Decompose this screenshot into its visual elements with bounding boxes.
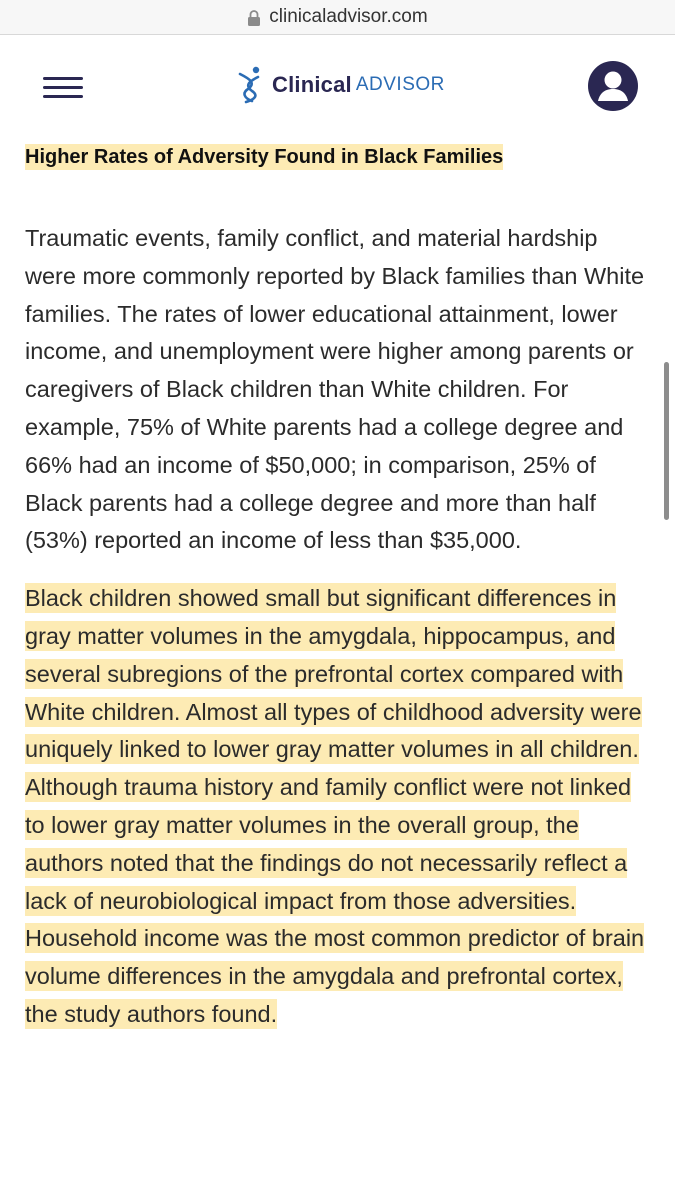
article-body	[25, 140, 653, 1034]
dna-logo-icon	[236, 65, 266, 105]
site-header	[0, 35, 675, 135]
lock-icon	[247, 10, 261, 26]
hamburger-menu-icon[interactable]	[43, 77, 83, 99]
section-subheading: Higher Rates of Adversity Found in Black Families	[25, 146, 504, 168]
site-logo[interactable]	[236, 65, 445, 105]
logo-text-advisor: ADVISOR	[355, 74, 445, 95]
article-paragraph-2	[25, 580, 653, 1034]
logo-text-clinical: Clinical	[272, 72, 352, 97]
address-bar[interactable]	[0, 0, 675, 34]
highlighted-text: Black children showed small but significant differences in gray matter volumes in the amygdala, hippocampus, and several subregions of the prefrontal cortex compared with White children. Almost all types of childhood adversity were uniquely linked to lower gray matter volumes in all children. Although trauma history and family conflict were not linked to lower gray matter volumes in the overall group, the authors noted that the findings do not necessarily reflect a lack of neurobiological impact from those adversities. Household income was the most common predictor of brain volume differences in the amygdala and prefrontal cortex, the study authors found.	[25, 585, 645, 1027]
user-account-icon[interactable]	[588, 61, 638, 111]
url-text: clinicaladvisor.com	[269, 6, 428, 27]
page-scrollbar[interactable]	[664, 362, 669, 520]
article-paragraph-1: Traumatic events, family conflict, and material hardship were more commonly reported by Black families than White families. The rates of lower educational attainment, lower income, and unemployment were higher among parents or caregivers of Black children than White children. For example, 75% of White parents had a college degree and 66% had an income of $50,000; in comparison, 25% of Black parents had a college degree and more than half (53%) reported an income of less than $35,000.	[25, 225, 645, 554]
